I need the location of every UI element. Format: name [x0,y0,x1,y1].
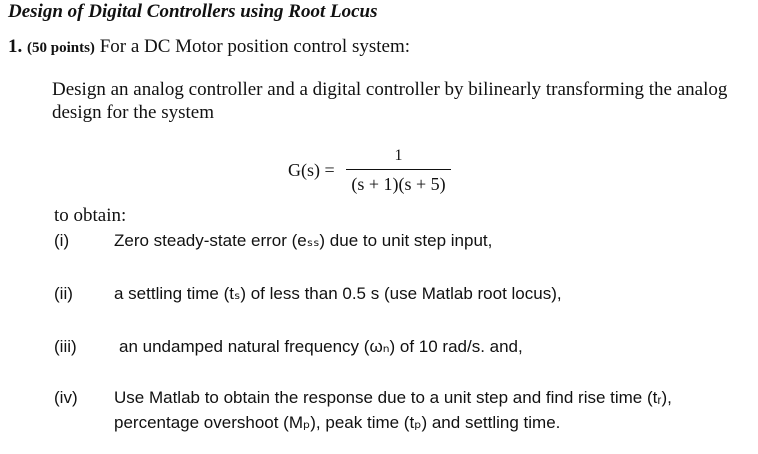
item-text: Use Matlab to obtain the response due to a unit step and find rise time (tᵣ), percentage overshoot (Mₚ), peak time (tₚ) and settling time. [114,388,672,432]
obtain-label: to obtain: [54,205,127,226]
problem-header [8,36,410,58]
problem-points: (50 points) [27,40,95,56]
equation-fraction [346,145,451,195]
item-marker: (ii) [54,284,73,303]
problem-statement: For a DC Motor position control system: [99,36,411,57]
problem-intro: Design an analog controller and a digital controller by bilinearly transforming the analog design for the system [52,79,728,123]
equation-numerator: 1 [394,147,403,164]
item-text: a settling time (tₛ) of less than 0.5 s (use Matlab root locus), [114,284,562,303]
item-marker: (i) [54,231,70,250]
problem-number: 1. [8,36,23,57]
item-marker: (iii) [54,337,77,356]
item-text: an undamped natural frequency (ωₙ) of 10 rad/s. and, [119,337,523,356]
fraction-bar [346,169,451,170]
equation-lhs: G(s) = [288,160,335,180]
equation-denominator: (s + 1)(s + 5) [351,174,446,194]
item-marker: (iv) [54,388,78,407]
document-title: Design of Digital Controllers using Root Locus [8,1,378,22]
item-text: Zero steady-state error (eₛₛ) due to unit step input, [114,231,493,250]
